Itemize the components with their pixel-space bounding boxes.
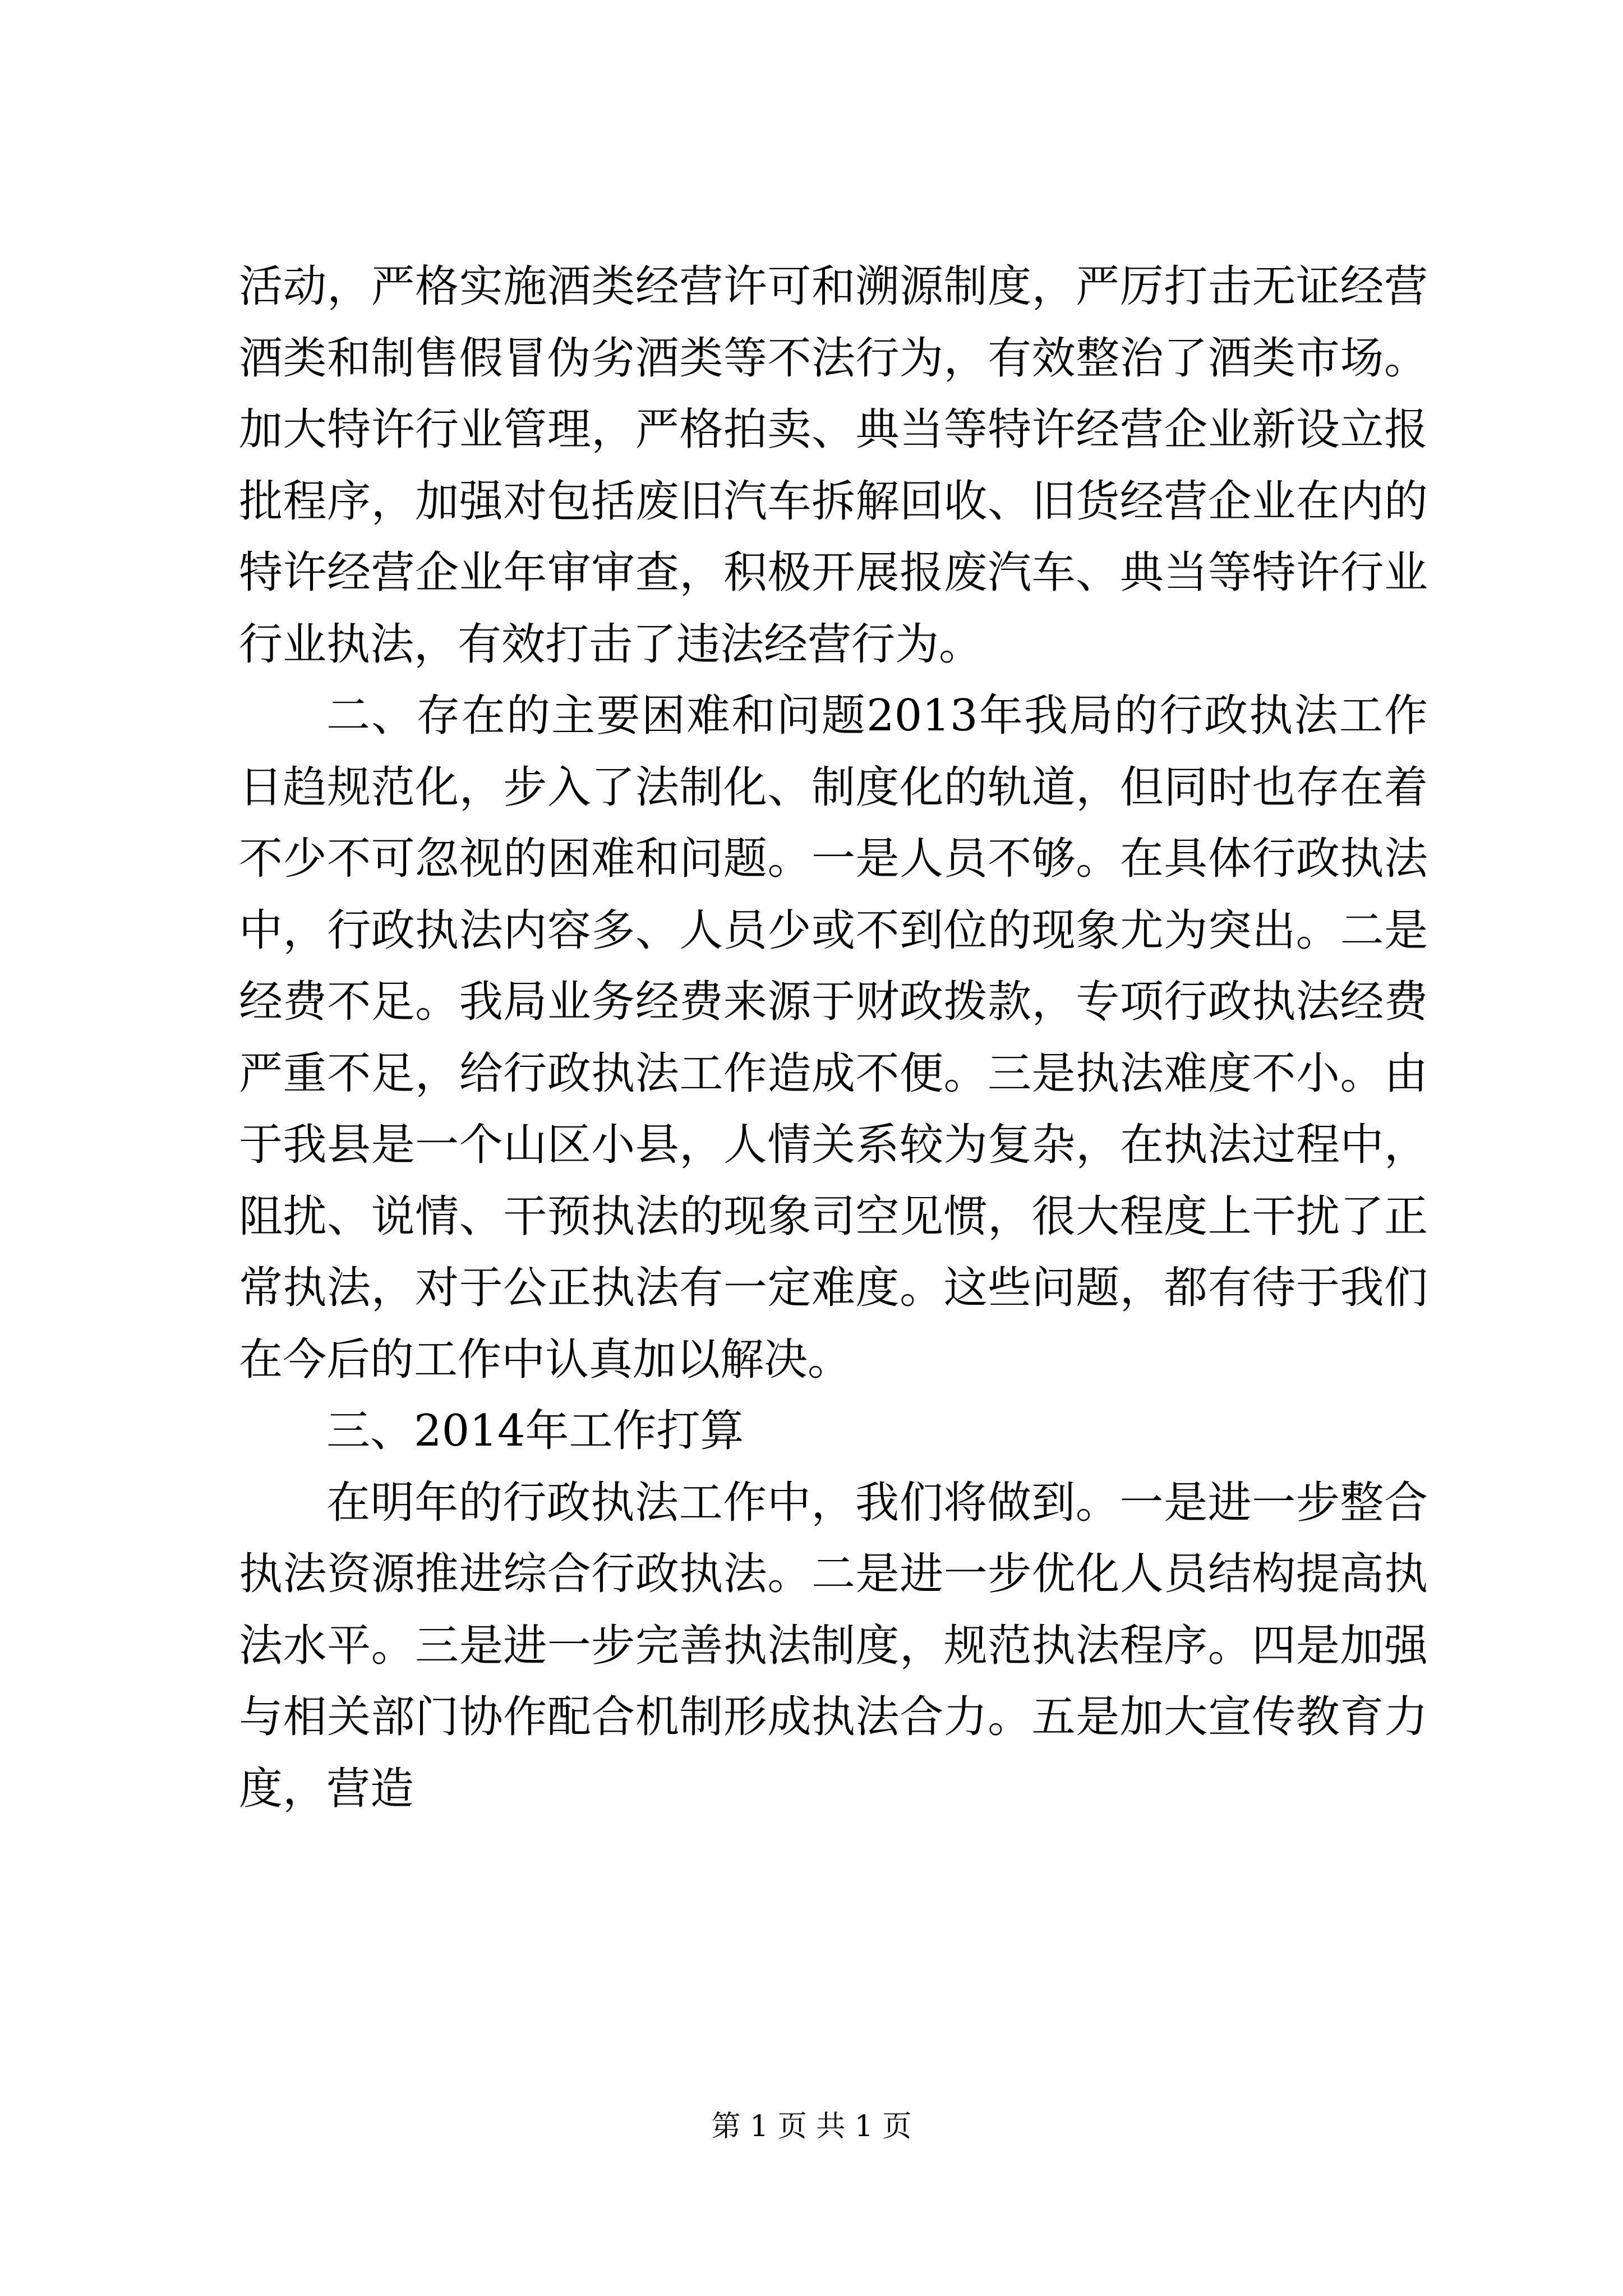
paragraph-plan: 在明年的行政执法工作中，我们将做到。一是进一步整合执法资源推进综合行政执法。二是进一步优化人员结构提高执法水平。三是进一步完善执法制度，规范执法程序。四是加强与相关部门协作配合机制形成执法合力。五是加大宣传教育力度，营造 <box>239 1477 1428 1814</box>
section-heading-plan: 三、2014年工作打算 <box>326 1406 744 1456</box>
page-footer: 第 1 页 共 1 页 <box>711 2110 912 2143</box>
document-body <box>239 251 1428 1825</box>
paragraph-difficulties: 二、存在的主要困难和问题2013年我局的行政执法工作日趋规范化，步入了法制化、制度化的轨道，但同时也存在着不少不可忽视的困难和问题。一是人员不够。在具体行政执法中，行政执法内容多、人员少或不到位的现象尤为突出。二是经费不足。我局业务经费来源于财政拨款，专项行政执法经费严重不足，给行政执法工作造成不便。三是执法难度不小。由于我县是一个山区小县，人情关系较为复杂，在执法过程中，阻扰、说情、干预执法的现象司空见惯，很大程度上干扰了正常执法，对于公正执法有一定难度。这些问题，都有待于我们在今后的工作中认真加以解决。 <box>239 691 1428 1385</box>
paragraph-continuation: 活动，严格实施酒类经营许可和溯源制度，严厉打击无证经营酒类和制售假冒伪劣酒类等不法行为，有效整治了酒类市场。加大特许行业管理，严格拍卖、典当等特许经营企业新设立报批程序，加强对包括废旧汽车拆解回收、旧货经营企业在内的特许经营企业年审审查，积极开展报废汽车、典当等特许行业行业执法，有效打击了违法经营行为。 <box>239 261 1428 670</box>
